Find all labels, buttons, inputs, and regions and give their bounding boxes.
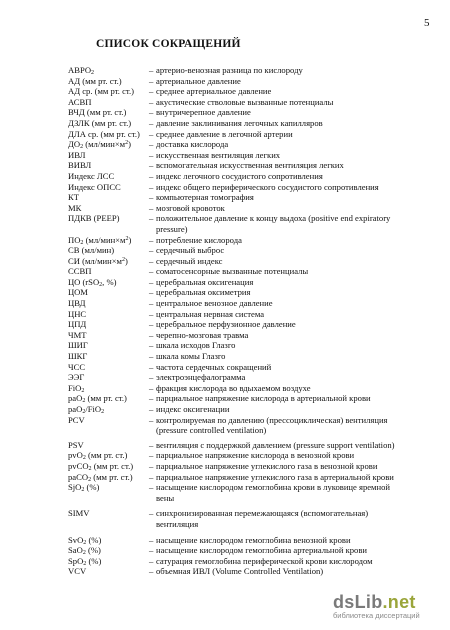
abbreviation-definition: частота сердечных сокращений — [156, 361, 272, 372]
abbreviation-term: Индекс ЛСС — [68, 170, 115, 181]
dash-separator: – — [149, 117, 154, 128]
abbreviation-row — [68, 287, 438, 298]
abbreviation-row — [68, 383, 438, 394]
abbreviation-row — [68, 556, 438, 567]
abbreviation-row — [68, 203, 438, 214]
abbreviation-term: ДЛА ср. (мм рт. ст.) — [68, 128, 140, 139]
abbreviation-definition: артериальное давление — [156, 75, 241, 86]
abbreviation-definition: компьютерная томография — [156, 192, 254, 203]
abbreviation-term: ЧМТ — [68, 329, 87, 340]
abbreviation-term: ЦПД — [68, 319, 87, 330]
abbreviation-row — [68, 171, 438, 182]
abbreviation-term: SIMV — [68, 508, 90, 519]
abbreviation-term: Индекс ОПСС — [68, 181, 121, 192]
dash-separator: – — [149, 202, 154, 213]
dash-separator: – — [149, 404, 154, 414]
dash-separator: – — [149, 382, 154, 393]
abbreviation-definition: сатурация гемоглобина периферической крови кислородом — [156, 555, 373, 566]
abbreviation-term: ЦОМ — [68, 287, 88, 298]
abbreviation-row — [68, 461, 438, 472]
abbreviation-row — [68, 266, 438, 277]
abbreviation-definition: соматосенсорные вызванные потенциалы — [156, 266, 309, 277]
abbreviation-definition: сердечный выброс — [156, 245, 225, 256]
watermark-logo: dsLib.net — [333, 592, 416, 612]
abbreviation-row — [68, 472, 438, 483]
abbreviation-term: ЦВД — [68, 298, 86, 309]
watermark-subtitle: библиотека диссертаций — [333, 611, 420, 620]
dash-separator: – — [149, 255, 154, 266]
dash-separator: – — [149, 534, 154, 545]
abbreviation-term: paO$_2$ (мм рт. ст.) — [68, 393, 127, 405]
abbreviation-row — [68, 393, 438, 404]
abbreviation-term: МК — [68, 202, 82, 213]
abbreviation-definition: церебральное перфузионное давление — [156, 319, 296, 330]
abbreviation-definition: доставка кислорода — [156, 139, 229, 150]
abbreviation-definition: парциальное напряжение углекислого газа в артериальной крови — [156, 471, 394, 482]
abbreviation-definition: насыщение кислородом гемоглобина крови в луковице яремной вены — [156, 482, 390, 503]
abbreviation-definition: парциальное напряжение кислорода в венозной крови — [156, 450, 355, 461]
abbreviation-definition: давление заклинивания легочных капилляров — [156, 117, 323, 128]
dash-separator: – — [149, 65, 154, 75]
abbreviation-row — [68, 415, 438, 436]
abbreviation-term: $ДО_2$ $(мл/мин\times м^2)$ — [68, 139, 131, 151]
dash-separator: – — [149, 149, 154, 160]
dash-separator: – — [149, 128, 154, 139]
abbreviation-term: PCV — [68, 414, 85, 425]
abbreviation-definition: насыщение кислородом гемоглобина артериальной крови — [156, 545, 368, 556]
dash-separator: – — [149, 245, 154, 256]
abbreviation-term: СИ $(мл/мин\times м^2)$ — [68, 255, 128, 266]
abbreviation-definition: синхронизированная перемежающаяся (вспомогательная) вентиляция — [156, 508, 369, 529]
abbreviation-definition: шкала исходов Глазго — [156, 340, 236, 351]
dash-separator: – — [149, 450, 154, 461]
abbreviation-term: PSV — [68, 439, 84, 450]
dash-separator: – — [149, 170, 154, 181]
dash-separator: – — [149, 482, 154, 493]
abbreviation-row — [68, 76, 438, 87]
abbreviation-term: АД (мм рт. ст.) — [68, 75, 122, 86]
abbreviation-definition: потребление кислорода — [156, 234, 242, 245]
page-number: 5 — [424, 17, 430, 29]
dash-separator: – — [149, 508, 154, 519]
dash-separator: – — [149, 287, 154, 298]
dash-separator: – — [149, 329, 154, 340]
abbreviation-term: ВИВЛ — [68, 160, 92, 171]
dash-separator: – — [149, 181, 154, 192]
abbreviation-definition: среднее артериальное давление — [156, 86, 272, 97]
dash-separator: – — [149, 545, 154, 556]
abbreviation-definition: мозговой кровоток — [156, 202, 225, 213]
abbreviation-row — [68, 340, 438, 351]
abbreviation-definition: парциальное напряжение углекислого газа в венозной крови — [156, 460, 378, 471]
dash-separator: – — [149, 566, 154, 577]
page-title: СПИСОК СОКРАЩЕНИЙ — [96, 38, 241, 50]
dash-separator: – — [149, 266, 154, 277]
abbreviation-definition: насыщение кислородом гемоглобина венозной крови — [156, 534, 351, 545]
dash-separator: – — [149, 351, 154, 362]
abbreviation-definition: вспомогательная искусственная вентиляция легких — [156, 160, 344, 171]
abbreviation-term: paO$_2$/FiO$_2$ — [68, 404, 105, 415]
abbreviation-definition: центральное венозное давление — [156, 298, 273, 309]
abbreviation-row — [68, 97, 438, 108]
abbreviation-row — [68, 277, 438, 288]
abbreviation-row — [68, 213, 438, 234]
abbreviation-definition: среднее давление в легочной артерии — [156, 128, 293, 139]
abbreviation-row — [68, 139, 438, 150]
abbreviation-definition: электроэнцефалограмма — [156, 372, 246, 383]
abbreviation-definition: вентиляция с поддержкой давлением (pressure support ventilation) — [156, 439, 395, 450]
abbreviation-row — [68, 256, 438, 267]
abbreviation-term: SjO$_2$ (%) — [68, 482, 100, 494]
abbreviation-term: ШИГ — [68, 340, 88, 351]
abbreviation-term: ЦО (rSO$_2$, %) — [68, 276, 117, 288]
dash-separator: – — [149, 361, 154, 372]
abbreviation-term: pvCO$_2$ (мм рт. ст.) — [68, 460, 134, 472]
abbreviation-definition: искусственная вентиляция легких — [156, 149, 281, 160]
abbreviation-term: SpO$_2$ (%) — [68, 555, 102, 567]
abbreviation-definition: индекс легочного сосудистого сопротивления — [156, 170, 323, 181]
abbreviation-definition: контролируемая по давлению (прессоциклическая) вентиляция (pressure controlled ventilation) — [156, 414, 388, 436]
abbreviation-term: ДЗЛК (мм рт. ст.) — [68, 117, 132, 128]
abbreviation-row — [68, 192, 438, 203]
dash-separator: – — [149, 213, 154, 224]
dash-separator: – — [149, 298, 154, 309]
abbreviation-term: SaO$_2$ (%) — [68, 545, 101, 557]
watermark — [333, 592, 420, 620]
abbreviation-term: АСВП — [68, 96, 92, 107]
dash-separator: – — [149, 160, 154, 171]
abbreviation-row — [68, 566, 438, 577]
abbreviation-list — [68, 65, 438, 577]
abbreviation-term: $АВРО_2$ — [68, 65, 95, 76]
dash-separator: – — [149, 308, 154, 319]
abbreviation-term: ЦНС — [68, 308, 87, 319]
abbreviation-term: SvO$_2$ (%) — [68, 534, 102, 546]
abbreviation-row — [68, 482, 438, 503]
dash-separator: – — [149, 139, 154, 150]
abbreviation-term: АД ср. (мм рт. ст.) — [68, 86, 135, 97]
abbreviation-term: paCO$_2$ (мм рт. ст.) — [68, 471, 133, 483]
abbreviation-term: VCV — [68, 566, 87, 577]
dash-separator: – — [149, 192, 154, 203]
abbreviation-definition: фракция кислорода во вдыхаемом воздухе — [156, 382, 311, 393]
dash-separator: – — [149, 460, 154, 471]
abbreviation-definition: индекс общего периферического сосудистого сопротивления — [156, 181, 379, 192]
dash-separator: – — [149, 276, 154, 287]
abbreviation-term: ВЧД (мм рт. ст.) — [68, 107, 127, 118]
abbreviation-definition: сердечный индекс — [156, 255, 223, 266]
abbreviation-row — [68, 319, 438, 330]
abbreviation-term: ПДКВ (PEEP) — [68, 213, 120, 224]
abbreviation-row — [68, 440, 438, 451]
abbreviation-definition: парциальное напряжение кислорода в артериальной крови — [156, 393, 371, 404]
dash-separator: – — [149, 439, 154, 450]
abbreviation-row — [68, 65, 438, 76]
abbreviation-row — [68, 129, 438, 140]
abbreviation-row — [68, 372, 438, 383]
dash-separator: – — [149, 340, 154, 351]
abbreviation-row — [68, 330, 438, 341]
abbreviation-row — [68, 404, 438, 415]
abbreviation-row — [68, 450, 438, 461]
abbreviation-term: ИВЛ — [68, 149, 86, 160]
dash-separator: – — [149, 372, 154, 383]
abbreviation-term: ШКГ — [68, 351, 88, 362]
abbreviation-row — [68, 182, 438, 193]
abbreviation-definition: черепно-мозговая травма — [156, 329, 249, 340]
abbreviation-row — [68, 150, 438, 161]
abbreviation-term: FiO$_2$ — [68, 382, 85, 394]
dash-separator: – — [149, 107, 154, 118]
abbreviation-definition: шкала комы Глазго — [156, 351, 226, 362]
abbreviation-term: ЧСС — [68, 361, 86, 372]
abbreviation-definition: артерио-венозная разница по кислороду — [156, 65, 303, 75]
abbreviation-term: $ПО_2$ $(мл/мин\times м^2)$ — [68, 234, 132, 246]
abbreviation-term: СВ (мл/мин) — [68, 245, 115, 256]
abbreviation-definition: положительное давление к концу выдоха (positive end expiratory pressure) — [156, 213, 391, 234]
abbreviation-definition: индекс оксигенации — [156, 404, 230, 414]
abbreviation-row — [68, 545, 438, 556]
abbreviation-definition: центральная нервная система — [156, 308, 265, 319]
abbreviation-definition: внутричерепное давление — [156, 107, 251, 118]
abbreviation-row — [68, 362, 438, 373]
abbreviation-definition: акустические стволовые вызванные потенциалы — [156, 96, 334, 107]
abbreviation-definition: церебральная оксиметрия — [156, 287, 251, 298]
dash-separator: – — [149, 319, 154, 330]
abbreviation-term: ЭЭГ — [68, 372, 85, 383]
abbreviation-term: pvO$_2$ (мм рт. ст.) — [68, 450, 128, 462]
dash-separator: – — [149, 393, 154, 404]
abbreviation-row — [68, 309, 438, 320]
abbreviation-row — [68, 535, 438, 546]
dash-separator: – — [149, 234, 154, 245]
abbreviation-row — [68, 86, 438, 97]
abbreviation-term: КТ — [68, 192, 79, 203]
abbreviation-row — [68, 235, 438, 246]
dash-separator: – — [149, 86, 154, 97]
abbreviation-row — [68, 118, 438, 129]
abbreviation-definition: церебральная оксигенация — [156, 276, 254, 287]
dash-separator: – — [149, 414, 154, 425]
abbreviation-row — [68, 298, 438, 309]
abbreviation-definition: объемная ИВЛ (Volume Controlled Ventilation) — [156, 566, 324, 577]
dash-separator: – — [149, 75, 154, 86]
abbreviation-row — [68, 107, 438, 118]
dash-separator: – — [149, 555, 154, 566]
abbreviation-row — [68, 351, 438, 362]
abbreviation-row — [68, 245, 438, 256]
abbreviation-row — [68, 508, 438, 529]
abbreviation-row — [68, 160, 438, 171]
dash-separator: – — [149, 471, 154, 482]
abbreviation-term: ССВП — [68, 266, 92, 277]
dash-separator: – — [149, 96, 154, 107]
